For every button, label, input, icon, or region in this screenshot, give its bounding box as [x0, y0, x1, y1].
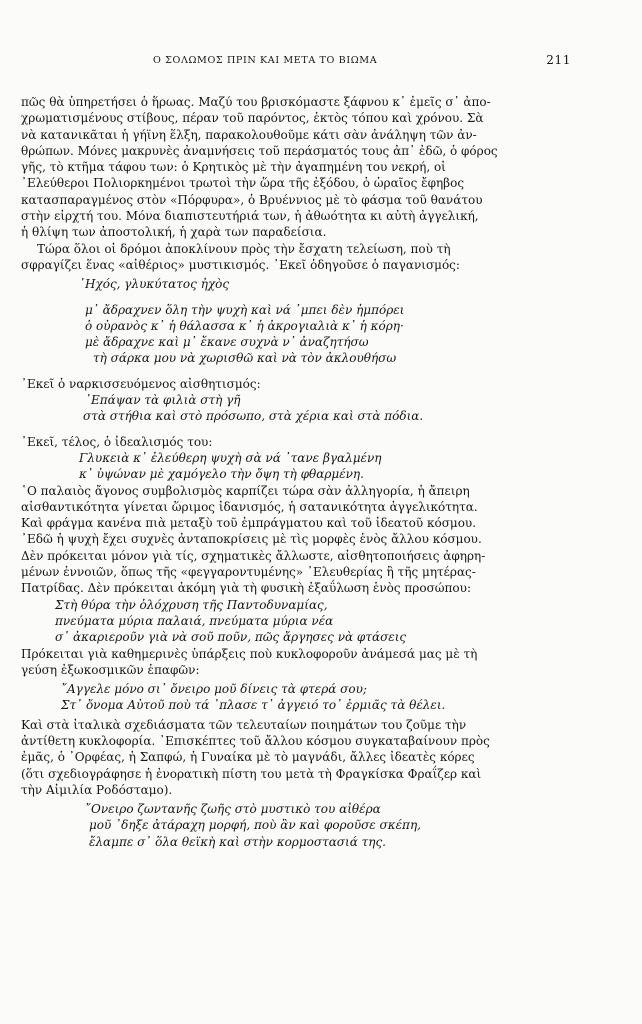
text-line: τὴν Αἰμιλία Ροδόσταμο).	[21, 782, 173, 797]
verse-quote-3	[21, 450, 550, 483]
page-number: 211	[546, 53, 571, 67]
text-line: Καὶ στὰ ἰταλικὰ σχεδιάσματα τῶν τελευταίων ποιημάτων του ζοῦμε τὴν	[21, 717, 467, 732]
text-line: Πρόκειται γιὰ καθημερινὲς ὑπάρξεις ποὺ κυκλοφοροῦν ἀνάμεσά μας μὲ τὴ	[21, 646, 478, 661]
verse-line: σ᾿ ἀκαριεροῦν γιὰ νὰ σοῦ ποῦν, πῶς ἄργησες νὰ φτάσεις	[55, 630, 407, 645]
running-title: Ο ΣΟΛΩΜΟΣ ΠΡΙΝ ΚΑΙ ΜΕΤΑ ΤΟ ΒΙΩΜΑ	[153, 55, 378, 66]
page-body	[21, 94, 550, 850]
paragraph-6	[21, 646, 550, 679]
paragraph-2	[21, 241, 550, 274]
text-line: ᾿Εκεῖ, τέλος, ὁ ἰδεαλισμός του:	[21, 434, 213, 449]
text-line: ἀντίθετη κυκλοφορία. ᾿Επισκέπτες τοῦ ἄλλου κόσμου συγκαταβαίνουν πρὸς	[21, 733, 490, 748]
text-line: αἰσθαντικότητα γίνεται ὥριμος ἰδανισμός, ἡ σατανικότητα ἀγγελικότητα.	[21, 499, 478, 514]
verse-line: στὰ στήθια καὶ στὸ πρόσωπο, στὰ χέρια καὶ στὰ πόδια.	[83, 409, 424, 424]
verse-line: τὴ σάρκα μου νὰ χωρισθῶ καὶ νὰ τὸν ἀκλουθήσω	[93, 351, 397, 366]
verse-line: μὲ ἄδραχνε καὶ μ᾿ ἔκανε συχνὰ ν᾿ ἀναζητήσω	[85, 335, 369, 350]
verse-quote-2	[21, 392, 550, 425]
verse-quote-4	[21, 597, 550, 646]
text-line: πῶς θὰ ὑπηρετήσει ὁ ἥρωας. Μαζύ του βρισκόμαστε ξάφνου κ᾿ ἐμεῖς σ᾿ ἀπο-	[21, 95, 491, 109]
text-line: σφραγίζει ἕνας «αἰθέριος» μυστικισμός. ᾿Εκεῖ ὁδηγοῦσε ὁ παγανισμός:	[21, 257, 460, 272]
paragraph-4	[21, 434, 550, 450]
paragraph-1	[21, 94, 550, 241]
paragraph-3	[21, 376, 550, 392]
verse-quote-1	[21, 276, 550, 366]
verse-line: μοῦ ᾿δηξε ἀτάραχη μορφή, ποὺ ἂν καὶ φοροῦσε σκέπη,	[89, 818, 421, 833]
text-line: Πατρίδας. Δὲν πρόκειται ἀκόμη γιὰ τὴ φυσικὴ ἐξαΰλωση ἑνὸς προσώπου:	[21, 581, 471, 596]
paragraph-5	[21, 483, 550, 597]
text-line: χρωματισμένους στίβους, πέραν τοῦ παρόντος, ἐκτὸς τόπου καὶ χρόνου. Σὰ	[21, 111, 484, 126]
text-line: νὰ κατανικᾶται ἡ γήϊνη ἕλξη, παρακολουθοῦμε κάτι σὰν ἀνάληψη τῶν ἀν-	[21, 127, 477, 142]
verse-line: Στ᾿ ὄνομα Αὐτοῦ ποὺ τά ᾿πλασε τ᾿ ἀγγειό το᾿ ἐρμιᾶς τὰ θέλει.	[61, 698, 446, 713]
verse-quote-5	[21, 681, 550, 714]
text-line: στὴν εἰρχτή του. Μόνα διαπιστευτήριά των, ἡ ἀθωότητα κι αὐτὴ ἀγγελική,	[21, 209, 479, 224]
verse-line: ᾿Επάψαν τὰ φιλιὰ στὴ γῆ	[85, 393, 241, 408]
text-line: (ὅτι σχεδιογράφησε ἡ ἐνορατικὴ πίστη του μετὰ τὴ Φραγκίσκα Φραΐζερ καὶ	[21, 766, 482, 781]
verse-line: ῎Αγγελε μόνο σι᾿ ὄνειρο μοῦ δίνεις τὰ φτερά σου;	[61, 682, 367, 697]
text-line: Καὶ φράγμα κανένα πιὰ μεταξὺ τοῦ ἐμπράγματου καὶ τοῦ ἰδεατοῦ κόσμου.	[21, 516, 477, 531]
verse-line: κ᾿ ὑψώναν μὲ χαμόγελο τὴν ὄψη τὴ φθαρμένη.	[79, 467, 364, 482]
text-line: Τώρα ὅλοι οἱ δρόμοι ἀποκλίνουν πρὸς τὴν ἔσχατη τελείωση, ποὺ τὴ	[37, 241, 451, 256]
text-line: γῆς, τὸ κτῆμα τάφου των: ὁ Κρητικὸς μὲ τὴν ἀγαπημένη του νεκρή, οἱ	[21, 160, 446, 175]
text-line: κατασπαραγμένος στὸν «Πόρφυρα», ὁ Βρυέννιος μὲ τὸ φάσμα τοῦ θανάτου	[21, 192, 483, 207]
text-line: ᾿Εδῶ ἡ ψυχὴ ἔχει συχνὲς ἀνταποκρίσεις μὲ τὶς μορφὲς ἑνὸς ἄλλου κόσμου.	[21, 532, 482, 547]
verse-line: μ᾿ ἄδραχνεν ὅλη τὴν ψυχὴ καὶ νά ᾿μπει δὲν ἠμπόρει	[85, 302, 405, 317]
paragraph-7	[21, 717, 550, 798]
text-line: ᾿Ελεύθεροι Πολιορκημένοι τρωτοὶ τὴν ὥρα τῆς ἐξόδου, ὁ ὡραῖος ἔφηβος	[21, 176, 465, 191]
verse-line: Γλυκειὰ κ᾿ ἐλεύθερη ψυχὴ σὰ νά ᾿τανε βγαλμένη	[79, 450, 382, 465]
verse-line: Στὴ θύρα τὴν ὁλόχρυση τῆς Παντοδυναμίας,	[55, 597, 328, 612]
text-line: γεύση ἐξωκοσμικῶν ἐπαφῶν:	[21, 662, 200, 677]
text-line: ἐμᾶς, ὁ ᾿Ορφέας, ἡ Σαπφώ, ἡ Γυναίκα μὲ τὸ μαγνάδι, ἄλλες ἰδεατὲς κόρες	[21, 750, 475, 765]
text-line: Δὲν πρόκειται μόνον γιὰ τίς, σχηματικὲς ἄλλωστε, αἰσθητοποιήσεις ἀφηρη-	[21, 548, 486, 563]
verse-line: ἔλαμπε σ᾿ ὅλα θεϊκὴ καὶ στὴν κορμοστασιά της.	[89, 834, 386, 849]
verse-line: ᾿Ηχός, γλυκύτατος ἠχὸς	[79, 277, 230, 292]
text-line: ῾Ο παλαιὸς ἄγονος συμβολισμὸς καρπίζει τώρα σὰν ἀλληγορία, ἡ ἄπειρη	[21, 483, 470, 498]
text-line: θρώπων. Μόνες μακρυνὲς ἀναμνήσεις τοῦ περάσματός τους ἀπ᾿ ἐδῶ, ὁ φόρος	[21, 143, 498, 158]
verse-line: πνεύματα μύρια παλαιά, πνεύματα μύρια νέα	[55, 613, 334, 628]
verse-line: ῎Ονειρο ζωντανῆς ζωῆς στὸ μυστικὸ του αἰθέρα	[85, 802, 381, 817]
text-line: μένων ἐννοιῶν, ὅπως τῆς «φεγγαροντυμένης» ᾿Ελευθερίας ἢ τῆς μητέρας-	[21, 565, 476, 580]
text-line: ἡ θλίψη των ἀποστολική, ἡ χαρὰ των παραδείσια.	[21, 225, 327, 240]
verse-line: ὁ οὐρανὸς κ᾿ ἡ θάλασσα κ᾿ ἡ ἀκρογιαλιὰ κ᾿ ἡ κόρη·	[85, 318, 404, 333]
running-header	[21, 52, 571, 70]
text-line: ᾿Εκεῖ ὁ ναρκισσευόμενος αἰσθητισμός:	[21, 376, 261, 391]
verse-quote-6	[21, 801, 550, 850]
